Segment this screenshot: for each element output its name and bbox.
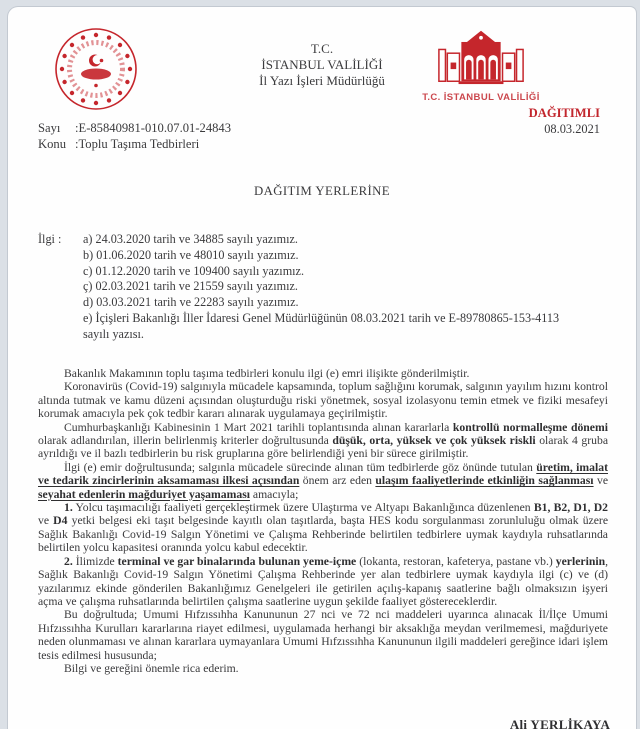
body-paragraph: 2. İlimizde terminal ve gar binalarında bulunan yeme-içme (lokanta, restoran, kafeterya, pastane vb.) yerlerinin, Sağlık Bakanlığı Covid-19 Salgın Yönetimi Çalışma Rehberinde yer alan tedbirlere uymak kaydıyla ilgi (c) ve (d) yazılarımız ekinde gönderilen Bakanlığımız Genelgeleri ile getirilen açılış-kapanış saatlerine bağlı olmaksızın işyeri açma ve çalışma ruhsatlarında belirtilen çalışma saatlerine uygun şekilde faaliyet göstereceklerdir. <box>38 554 609 608</box>
valilik-logo <box>416 27 546 103</box>
reference-block <box>38 232 586 343</box>
body-paragraphs <box>38 367 608 675</box>
letterhead-department: İl Yazı İşleri Müdürlüğü <box>259 73 385 88</box>
reference-item: a) 24.03.2020 tarih ve 34885 sayılı yazımız. <box>83 232 298 246</box>
valilik-logo-caption: T.C. İSTANBUL VALİLİĞİ <box>422 92 540 103</box>
konu-value: :Toplu Taşıma Tedbirleri <box>75 136 200 151</box>
recipient-heading: DAĞITIM YERLERİNE <box>253 184 391 198</box>
body-paragraph: İlgi (e) emir doğrultusunda; salgınla mücadele sürecinde alınan tüm tedbirlerde göz önünde tutulan üretim, imalat ve tedarik zincirlerinin aksamaması ilkesi açısından önem arz eden ulaşım faaliyetlerinde etkinliğin sağlanması ve seyahat edenlerin mağduriyet yaşamaması amacıyla; <box>38 460 609 501</box>
sayi-value: :E-85840981-010.07.01-24843 <box>75 121 232 135</box>
distribution-label: DAĞITIMLI <box>528 106 600 120</box>
reference-item: e) İçişleri Bakanlığı İller İdaresi Genel Müdürlüğünün 08.03.2021 tarih ve E-89780865-153-4113 sayılı yazısı. <box>83 310 560 341</box>
reference-label: İlgi : <box>38 232 62 246</box>
distribution-block <box>529 106 600 137</box>
konu-label: Konu <box>38 136 66 151</box>
reference-item: d) 03.03.2021 tarih ve 22283 sayılı yazımız. <box>83 295 299 310</box>
body-paragraph: Bilgi ve gereğini önemle rica ederim. <box>64 661 239 675</box>
body-paragraph: Bu doğrultuda; Umumi Hıfzıssıhha Kanununun 27 nci ve 72 nci maddeleri uyarınca alınacak İl/İlçe Umumi Hıfzıssıhha Kurulları kararlarına riayet edilmesi, uygulamada herhangi bir aksaklığa meydan verilmemesi, mağduriyete neden olunmaması ve alınan kararlara uymayanlara Umumi Hıfzıssıhha Kanununun ilgili maddeleri gereğince idari işlem tesis edilmesi hususunda; <box>38 608 608 662</box>
body-paragraph: 1. Yolcu taşımacılığı faaliyeti gerçekleştirmek üzere Ulaştırma ve Altyapı Bakanlığınca düzenlenen B1, B2, D1, D2 ve D4 yetki belgesi eki taşıt belgesinde kayıtlı olan taşıtlarda, başta HES kodu sorgulanması zorunluluğu olmak üzere Sağlık Bakanlığı Covid-19 Salgın Yönetimi ve Çalışma Rehberinde belirtilen tedbirlere uymak kaydıyla ruhsatlarında belirtilen yolcu kapasitesi oranında yolcu kabul edecektir. <box>38 501 609 555</box>
reference-item: b) 01.06.2020 tarih ve 48010 sayılı yazımız. <box>83 247 299 262</box>
reference-item: ç) 02.03.2021 tarih ve 21559 sayılı yazımız. <box>83 279 298 294</box>
document-page <box>8 7 636 729</box>
letterhead-governorship: İSTANBUL VALİLİĞİ <box>261 57 383 72</box>
body-paragraph: Cumhurbaşkanlığı Kabinesinin 1 Mart 2021 tarihli toplantısında alınan kararlarla kontrollü normalleşme dönemi olarak adlandırılan, illerin belirlenmiş kriterler doğrultusunda düşük, orta, yüksek ve çok yüksek riskli olarak 4 gruba ayrıldığı ve il bazlı tedbirlerin bu risk gruplarına göre belirlendiği yeni bir sürece girilmiştir. <box>38 420 609 461</box>
sayi-row <box>38 121 231 137</box>
interior-ministry-seal-svg <box>54 27 138 111</box>
signature-name: Ali YERLİKAYA <box>509 717 611 729</box>
sayi-label: Sayı <box>38 121 61 135</box>
reference-list <box>83 232 586 343</box>
interior-ministry-seal-icon <box>54 27 138 111</box>
valilik-building-icon <box>431 27 531 85</box>
konu-row <box>38 137 231 153</box>
document-date: 08.03.2021 <box>544 122 600 136</box>
body-paragraph: Koronavirüs (Covid-19) salgınıyla mücadele kapsamında, toplum sağlığını korumak, salgının yayılım hızını kontrol altında tutmak ve kamu düzeni açısından oluşturduğu riski yönetmek, sosyal izolasyonu temin etmek ve fiziki mesafeyi korumak amacıyla pek çok tedbir kararı alınarak uygulamaya geçirilmiştir. <box>38 380 608 421</box>
document-meta <box>38 121 231 152</box>
body-paragraph: Bakanlık Makamının toplu taşıma tedbirleri konulu ilgi (e) emri ilişikte gönderilmiştir. <box>64 367 470 380</box>
letterhead-republic: T.C. <box>310 41 334 56</box>
reference-item: c) 01.12.2020 tarih ve 109400 sayılı yazımız. <box>83 263 305 278</box>
